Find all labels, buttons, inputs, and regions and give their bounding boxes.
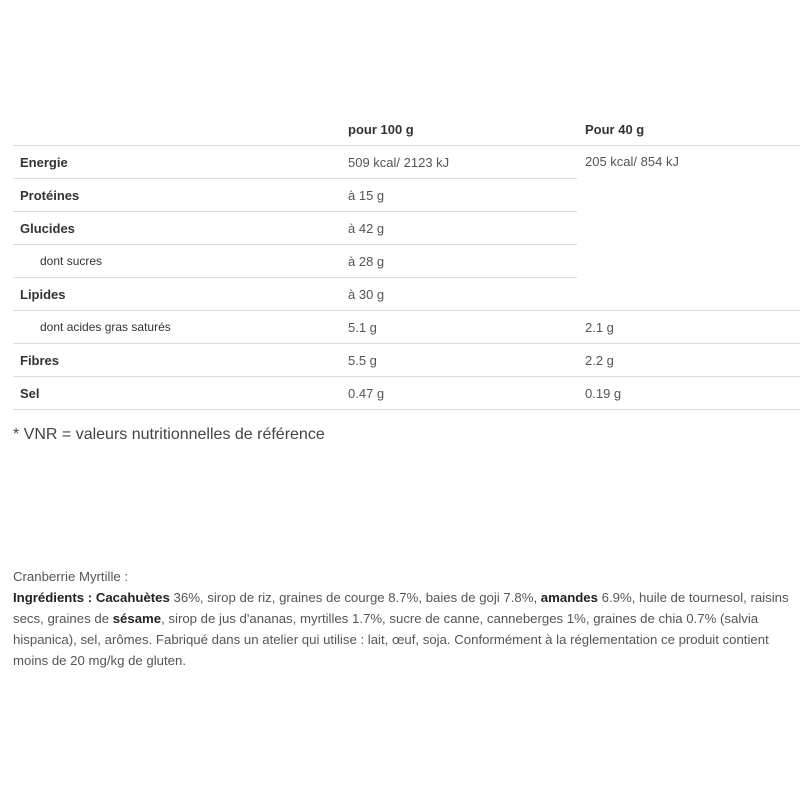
- row-label: dont sucres: [13, 245, 340, 278]
- header-label-cell: [13, 113, 340, 146]
- row-value-40g: 2.2 g: [577, 344, 800, 377]
- energy-per-40g: 205 kcal/ 854 kJ: [577, 146, 800, 311]
- row-label: Energie: [13, 146, 340, 179]
- table-row: [13, 311, 800, 344]
- table-header-row: [13, 113, 800, 146]
- row-value-100g: à 28 g: [340, 245, 577, 278]
- allergen-peanuts: Cacahuètes: [95, 590, 170, 605]
- ingredients-section: [13, 566, 800, 671]
- row-label: Fibres: [13, 344, 340, 377]
- table-row: [13, 344, 800, 377]
- row-label: Glucides: [13, 212, 340, 245]
- row-value-100g: 5.1 g: [340, 311, 577, 344]
- ingredients-part: 6.9%, huile de tournesol, raisins secs, graines de: [13, 590, 789, 626]
- row-value-40g: 0.19 g: [577, 377, 800, 410]
- row-value-100g: à 42 g: [340, 212, 577, 245]
- row-value-40g: 2.1 g: [577, 311, 800, 344]
- nutrition-table: [13, 113, 800, 410]
- ingredients-part: 36%, sirop de riz, graines de courge 8.7%, baies de goji 7.8%,: [169, 590, 541, 605]
- row-value-100g: à 15 g: [340, 179, 577, 212]
- row-value-100g: à 30 g: [340, 278, 577, 311]
- row-label: dont acides gras saturés: [13, 311, 340, 344]
- allergen-sesame: sésame: [112, 611, 162, 626]
- allergen-almonds: amandes: [540, 590, 598, 605]
- table-row: [13, 146, 800, 179]
- header-per-40g: Pour 40 g: [577, 113, 800, 146]
- ingredients-label: Ingrédients :: [13, 590, 93, 605]
- row-value-100g: 5.5 g: [340, 344, 577, 377]
- row-value-100g: 0.47 g: [340, 377, 577, 410]
- vnr-footnote: * VNR = valeurs nutritionnelles de référence: [13, 426, 325, 443]
- ingredients-part: , sirop de jus d'ananas, myrtilles 1.7%, sucre de canne, canneberges 1%, graines de chia 0.7% (salvia hispanica), sel, arômes. Fabriqué dans un atelier qui utilise : lait, œuf, soja. Conformément à la réglementation ce produit contient moins de 20 mg/kg de gluten.: [13, 611, 769, 668]
- header-per-100g: pour 100 g: [340, 113, 577, 146]
- row-value-100g: 509 kcal/ 2123 kJ: [340, 146, 577, 179]
- row-label: Protéines: [13, 179, 340, 212]
- table-row: [13, 377, 800, 410]
- product-name: Cranberrie Myrtille :: [13, 569, 129, 584]
- ingredients-text: [13, 587, 800, 671]
- row-label: Sel: [13, 377, 340, 410]
- row-label: Lipides: [13, 278, 340, 311]
